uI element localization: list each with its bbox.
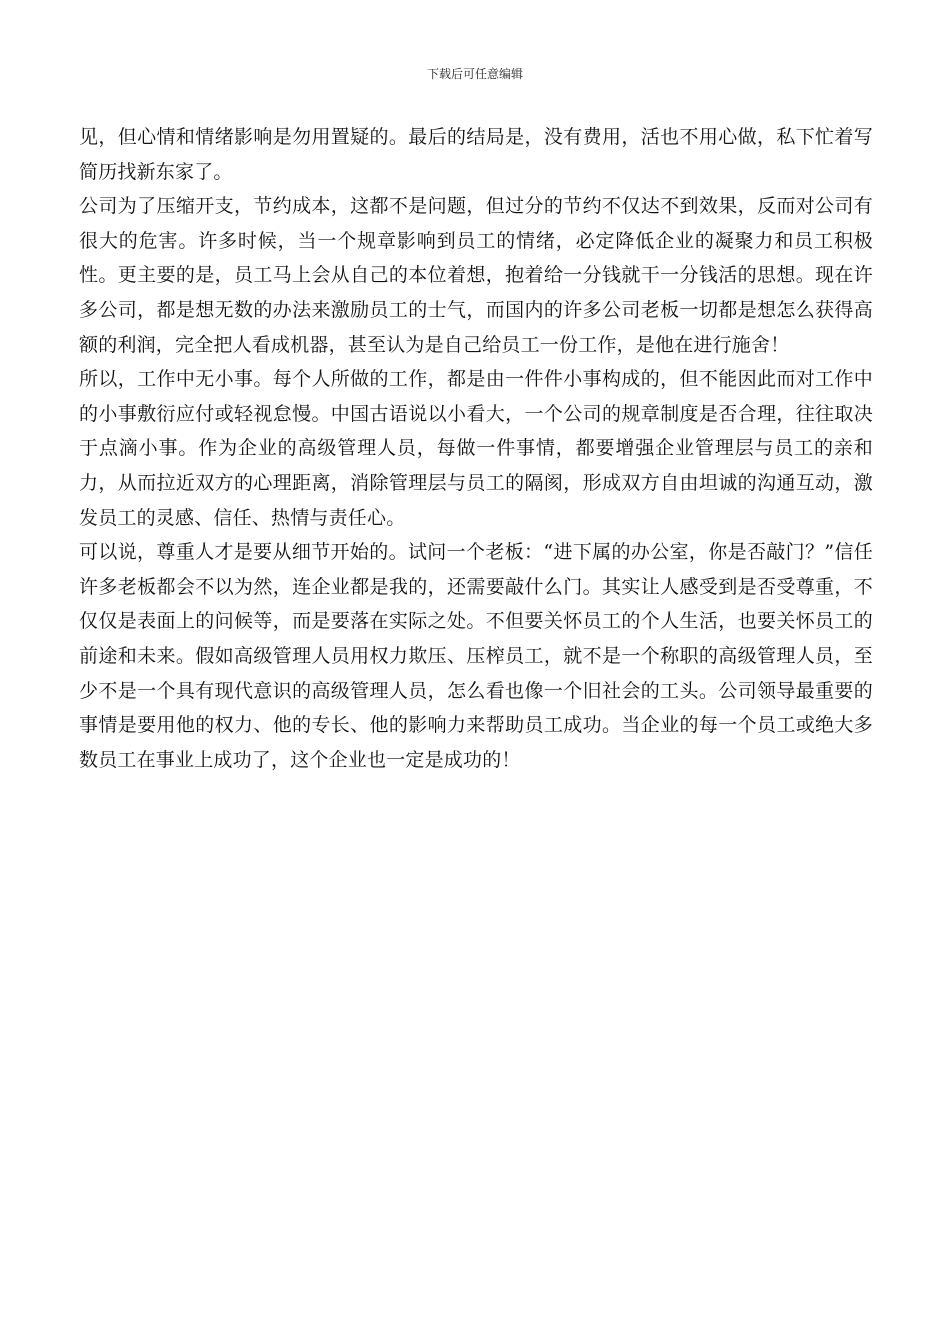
paragraph: 见，但心情和情绪影响是勿用置疑的。最后的结局是，没有费用，活也不用心做，私下忙着写简历找新东家了。 bbox=[79, 126, 873, 183]
paragraph: 可以说，尊重人才是要从细节开始的。试问一个老板：“进下属的办公室，你是否敲门？”信任许多老板都会不以为然，连企业都是我的，还需要敲什么门。其实让人感受到是否受尊重，不仅仅是表面上的问候等，而是要落在实际之处。不但要关怀员工的个人生活，也要关怀员工的前途和未来。假如高级管理人员用权力欺压、压榨员工，就不是一个称职的高级管理人员，至少不是一个具有现代意识的高级管理人员，怎么看也像一个旧社会的工头。公司领导最重要的事情是要用他的权力、他的专长、他的影响力来帮助员工成功。当企业的每一个员工或绝大多数员工在事业上成功了，这个企业也一定是成功的！ bbox=[79, 541, 873, 771]
page-header-note: 下载后可任意编辑 bbox=[426, 67, 523, 81]
document-body bbox=[79, 120, 873, 777]
paragraph: 所以，工作中无小事。每个人所做的工作，都是由一件件小事构成的，但不能因此而对工作中的小事敷衍应付或轻视怠慢。中国古语说以小看大，一个公司的规章制度是否合理，往往取决于点滴小事。作为企业的高级管理人员，每做一件事情，都要增强企业管理层与员工的亲和力，从而拉近双方的心理距离，消除管理层与员工的隔阂，形成双方自由坦诚的沟通互动，激发员工的灵感、信任、热情与责任心。 bbox=[79, 368, 873, 529]
paragraph: 公司为了压缩开支，节约成本，这都不是问题，但过分的节约不仅达不到效果，反而对公司有很大的危害。许多时候，当一个规章影响到员工的情绪，必定降低企业的凝聚力和员工积极性。更主要的是，员工马上会从自己的本位着想，抱着给一分钱就干一分钱活的思想。现在许多公司，都是想无数的办法来激励员工的士气，而国内的许多公司老板一切都是想怎么获得高额的利润，完全把人看成机器，甚至认为是自己给员工一份工作，是他在进行施舍！ bbox=[79, 195, 873, 356]
